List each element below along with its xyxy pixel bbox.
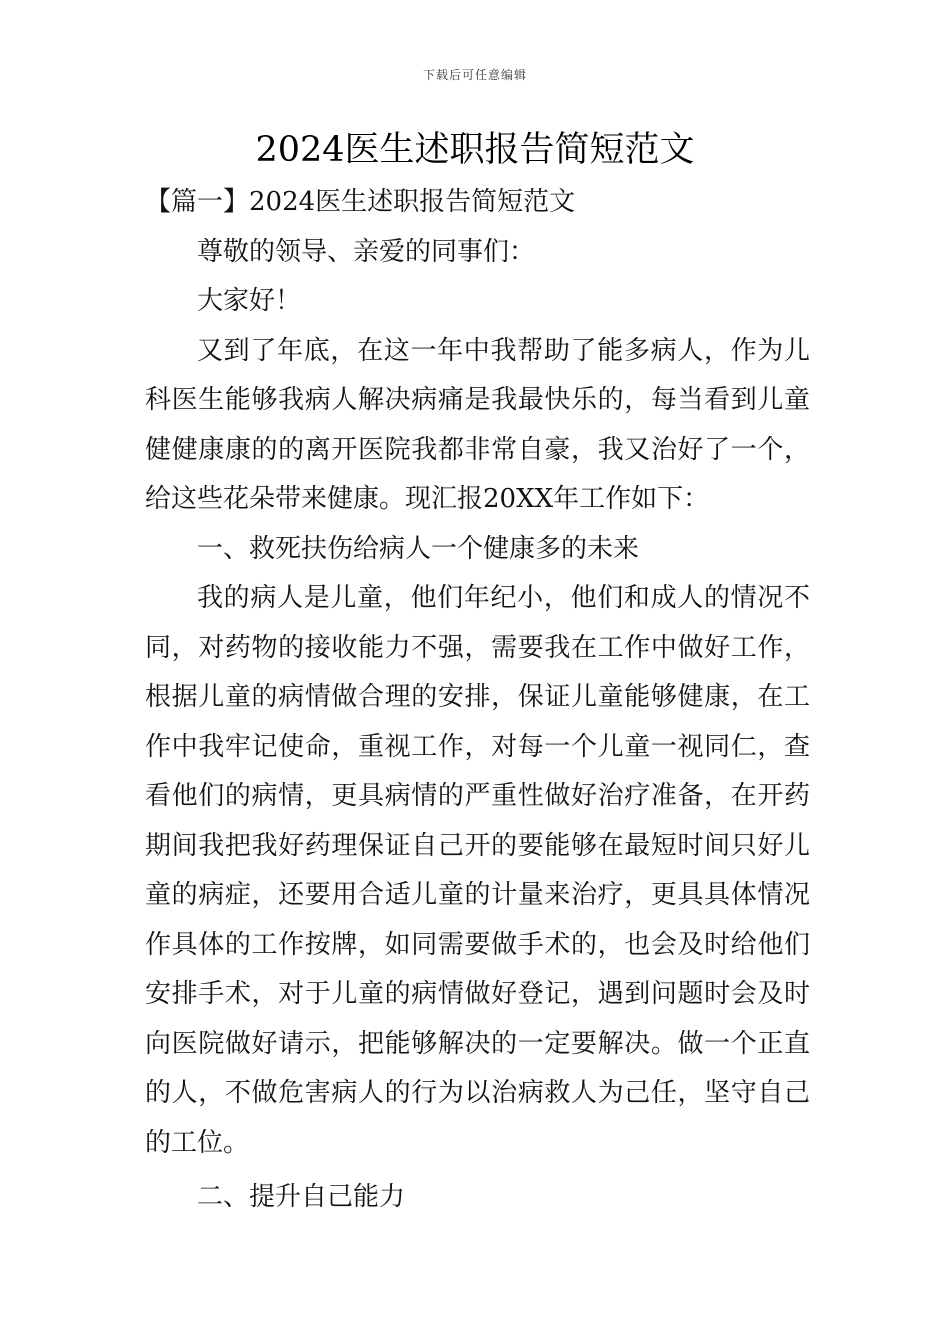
paragraph-hello: 大家好！ xyxy=(197,286,302,316)
header-note: 下载后可任意编辑 xyxy=(422,68,527,82)
heading-section-two: 二、提升自己能力 xyxy=(197,1182,406,1212)
document-title: 2024医生述职报告简短范文 xyxy=(255,130,695,170)
paragraph-greeting: 尊敬的领导、亲爱的同事们： xyxy=(197,236,536,267)
section-label: 【篇一】2024医生述职报告简短范文 xyxy=(145,187,576,217)
document-body xyxy=(145,178,810,1223)
paragraph-section-one: 我的病人是儿童，他们年纪小，他们和成人的情况不同，对药物的接收能力不强，需要我在工作中做好工作，根据儿童的病情做合理的安排，保证儿童能够健康，在工作中我牢记使命，重视工作，对每一个儿童一视同仁，查看他们的病情，更具病情的严重性做好治疗准备，在开药期间我把我好药理保证自己开的要能够在最短时间只好儿童的病症，还要用合适儿童的计量来治疗，更具具体情况作具体的工作按牌，如同需要做手术的，也会及时给他们安排手术，对于儿童的病情做好登记，遇到问题时会及时向医院做好请示，把能够解决的一定要解决。做一个正直的人，不做危害病人的行为以治病救人为己任，坚守自己的工位。 xyxy=(145,583,810,1158)
heading-section-one: 一、救死扶伤给病人一个健康多的未来 xyxy=(197,533,640,564)
paragraph-intro: 又到了年底，在这一年中我帮助了能多病人，作为儿科医生能够我病人解决病痛是我最快乐的，每当看到儿童健健康康的的离开医院我都非常自豪，我又治好了一个，给这些花朵带来健康。现汇报20XX年工作如下： xyxy=(145,335,810,514)
